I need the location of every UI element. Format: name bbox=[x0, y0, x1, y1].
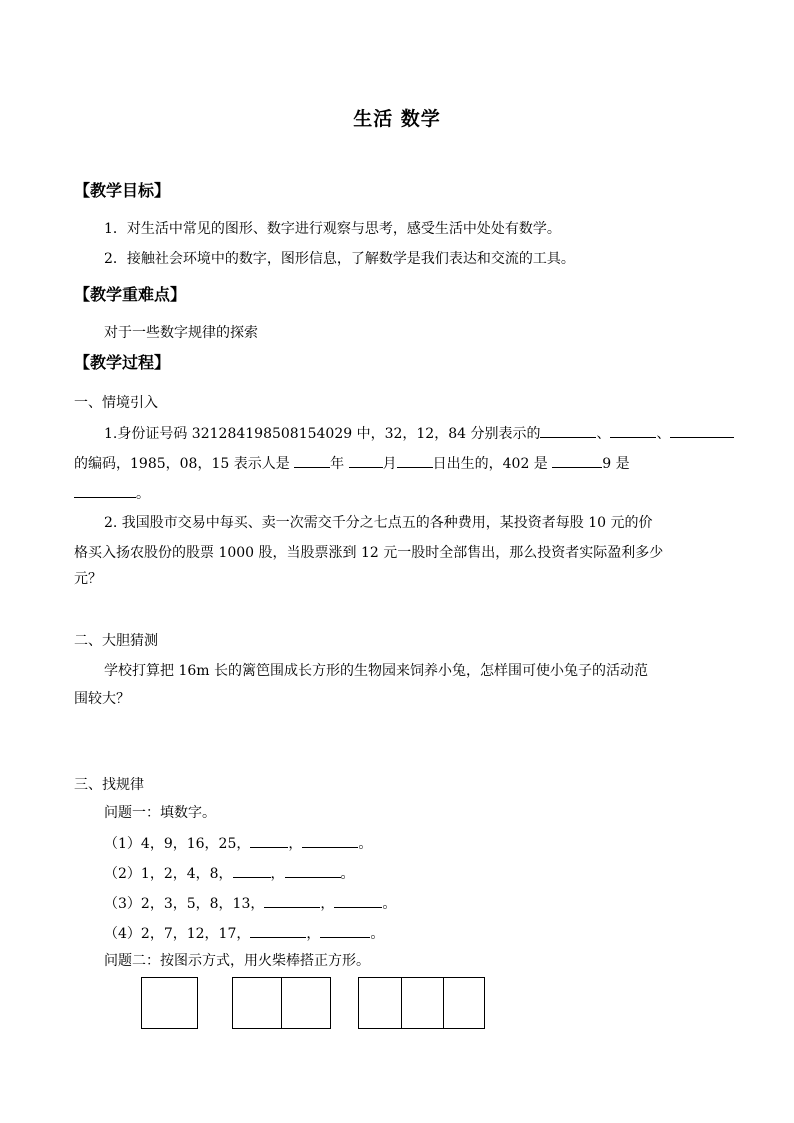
label-day: 日出生的，402 是 bbox=[432, 456, 548, 472]
matchstick-figure-3-squares bbox=[358, 977, 485, 1029]
sequence-3 bbox=[104, 892, 396, 913]
sequence-label: （1）4，9，16，25， bbox=[104, 836, 251, 852]
separator: 、 bbox=[596, 426, 611, 442]
part1-q1-line2-text: 的编码，1985，08，15 表示人是 bbox=[74, 456, 290, 472]
matchstick-figure-1-square bbox=[141, 977, 198, 1029]
separator: 、 bbox=[656, 426, 671, 442]
sequence-blank[interactable] bbox=[250, 832, 288, 848]
part1-q1-line3 bbox=[74, 482, 150, 503]
blank-city-code[interactable] bbox=[610, 422, 656, 438]
part1-q2-line3: 元？ bbox=[74, 571, 102, 587]
blank-month[interactable] bbox=[349, 452, 383, 468]
part1-q1-number: 1. bbox=[104, 426, 118, 442]
part1-q1-text: 身份证号码 321284198508154029 中，32，12，84 分别表示的 bbox=[117, 426, 541, 442]
goal-item-1: 1．对生活中常见的图形、数字进行观察与思考，感受生活中处处有数学。 bbox=[104, 221, 561, 237]
blank-province-code[interactable] bbox=[540, 422, 596, 438]
part2-heading: 二、大胆猜测 bbox=[74, 633, 158, 649]
part3-heading: 三、找规律 bbox=[74, 777, 144, 793]
goal-item-2: 2．接触社会环境中的数字，图形信息，了解数学是我们表达和交流的工具。 bbox=[104, 251, 575, 267]
label-month: 月 bbox=[382, 456, 397, 472]
sequence-blank[interactable] bbox=[320, 922, 370, 938]
sequence-blank[interactable] bbox=[233, 862, 271, 878]
sequence-blank[interactable] bbox=[334, 892, 382, 908]
part3-question2-title: 问题二：按图示方式，用火柴棒搭正方形。 bbox=[104, 953, 370, 969]
part1-heading: 一、情境引入 bbox=[74, 395, 158, 411]
part2-line2: 围较大？ bbox=[74, 691, 130, 707]
end-mark: 。 bbox=[370, 926, 385, 942]
end-mark: 。 bbox=[340, 866, 355, 882]
sequence-blank[interactable] bbox=[264, 892, 320, 908]
part1-q1-line2 bbox=[74, 452, 630, 473]
section-heading-key: 【教学重难点】 bbox=[74, 285, 187, 304]
matchstick-divider bbox=[401, 978, 402, 1028]
matchstick-divider bbox=[281, 978, 282, 1028]
matchstick-divider bbox=[443, 978, 444, 1028]
blank-year[interactable] bbox=[294, 452, 330, 468]
blank-nine[interactable] bbox=[74, 482, 136, 498]
section-heading-process: 【教学过程】 bbox=[74, 353, 171, 372]
sequence-blank[interactable] bbox=[285, 862, 341, 878]
sequence-label: （2）1，2，4，8， bbox=[104, 866, 233, 882]
blank-day[interactable] bbox=[397, 452, 433, 468]
end-mark: 。 bbox=[358, 836, 373, 852]
sequence-label: （4）2，7，12，17， bbox=[104, 926, 251, 942]
part2-line1: 学校打算把 16m 长的篱笆围成长方形的生物园来饲养小兔，怎样围可使小兔子的活动范 bbox=[104, 663, 648, 679]
sequence-1 bbox=[104, 832, 372, 853]
sequence-2 bbox=[104, 862, 355, 883]
section-heading-goals: 【教学目标】 bbox=[74, 181, 171, 200]
matchstick-figure-2-squares bbox=[232, 977, 331, 1029]
part1-q2-line1: 2. 我国股市交易中每买、卖一次需交千分之七点五的各种费用，某投资者每股 10 元的价 bbox=[104, 515, 653, 531]
sequence-label: （3）2，3，5，8，13， bbox=[104, 896, 265, 912]
separator: ， bbox=[288, 836, 303, 852]
part1-q1-line1 bbox=[104, 422, 734, 443]
part3-question1-title: 问题一：填数字。 bbox=[104, 805, 216, 821]
key-point-text: 对于一些数字规律的探索 bbox=[104, 325, 258, 341]
part1-q2-line2: 格买入扬农股份的股票 1000 股，当股票涨到 12 元一股时全部售出，那么投资者实际盈利多少 bbox=[74, 545, 664, 561]
sequence-blank[interactable] bbox=[250, 922, 306, 938]
separator: ， bbox=[320, 896, 335, 912]
sequence-blank[interactable] bbox=[302, 832, 358, 848]
sequence-4 bbox=[104, 922, 384, 943]
separator: ， bbox=[306, 926, 321, 942]
separator: ， bbox=[270, 866, 285, 882]
end-mark: 。 bbox=[382, 896, 397, 912]
blank-402[interactable] bbox=[552, 452, 602, 468]
end-mark: 。 bbox=[136, 486, 150, 502]
label-nine: 9 是 bbox=[602, 456, 630, 472]
blank-county-code[interactable] bbox=[670, 422, 734, 438]
page-title: 生活 数学 bbox=[353, 108, 441, 130]
label-year: 年 bbox=[330, 456, 345, 472]
